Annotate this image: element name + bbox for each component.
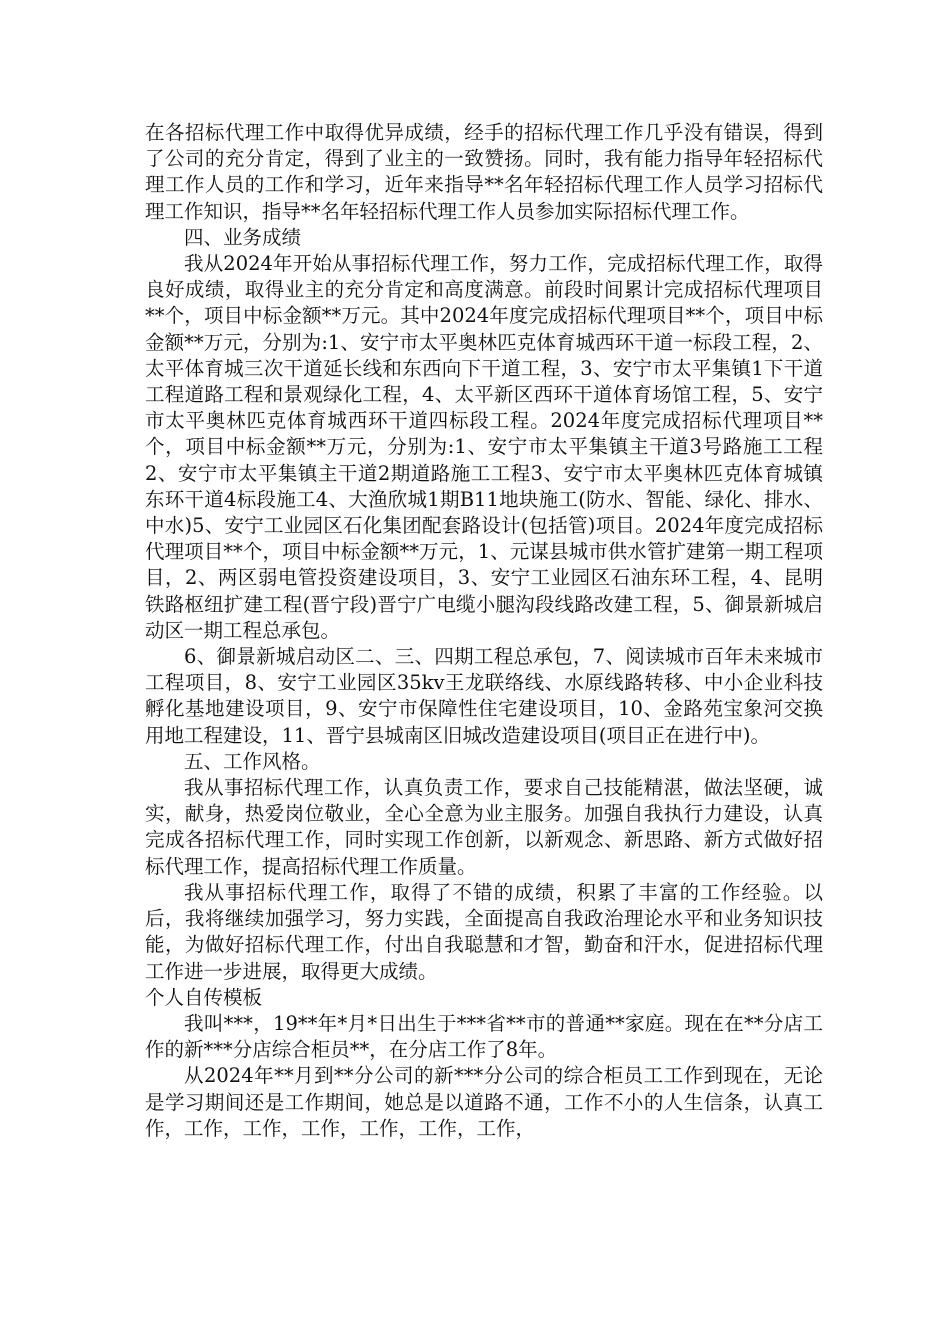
section-heading-work-style: 五、工作风格。 [184,749,321,773]
section-title-autobiography: 个人自传模板 [145,985,263,1009]
paragraph-autobiography-intro: 我叫***，19**年*月*日出生于***省**市的普通**家庭。现在在**分店工作的新***分店综合柜员**，在分店工作了8年。 [145,1011,823,1062]
paragraph-intro: 在各招标代理工作中取得优异成绩，经手的招标代理工作几乎没有错误，得到了公司的充分肯定，得到了业主的一致赞扬。同时，我有能力指导年轻招标代理工作人员的工作和学习，近年来指导**名年轻招标代理工作人员学习招标代理工作知识，指导**名年轻招标代理工作人员参加实际招标代理工作。 [145,121,823,223]
section-heading-business-results: 四、业务成绩 [184,225,302,249]
paragraph-work-style: 我从事招标代理工作，认真负责工作，要求自己技能精湛，做法坚硬，诚实，献身，热爱岗位敬业，全心全意为业主服务。加强自我执行力建设，认真完成各招标代理工作，同时实现工作创新，以新观念、新思路、新方式做好招标代理工作，提高招标代理工作质量。 [145,776,823,878]
paragraph-conclusion: 我从事招标代理工作，取得了不错的成绩，积累了丰富的工作经验。以后，我将继续加强学习，努力实践，全面提高自我政治理论水平和业务知识技能，为做好招标代理工作，付出自我聪慧和才智，勤奋和汗水，促进招标代理工作进一步进展，取得更大成绩。 [145,880,823,983]
paragraph-business-results: 我从2024年开始从事招标代理工作，努力工作，完成招标代理工作，取得良好成绩，取得业主的充分肯定和高度满意。前段时间累计完成招标代理项目**个，项目中标金额**万元。其中2024年度完成招标代理项目**个，项目中标金额**万元，分别为:1、安宁市太平奥林匹克体育城西环干道一标段工程，2、太平体育城三次干道延长线和东西向下干道工程，3、安宁市太平集镇1下干道工程道路工程和景观绿化工程，4、太平新区西环干道体育场馆工程，5、安宁市太平奥林匹克体育城西环干道四标段工程。2024年度完成招标代理项目**个，项目中标金额**万元，分别为:1、安宁市太平集镇主干道3号路施工工程2、安宁市太平集镇主干道2期道路施工工程3、安宁市太平奥林匹克体育城镇东环干道4标段施工4、大渔欣城1期B11地块施工(防水、智能、绿化、排水、中水)5、安宁工业园区石化集团配套路设计(包括管)项目。2024年度完成招标代理项目**个，项目中标金额**万元，1、元谋县城市供水管扩建第一期工程项目，2、两区弱电管投资建设项目，3、安宁工业园区石油东环工程，4、昆明铁路枢纽扩建工程(晋宁段)晋宁广电缆小腿沟段线路改建工程，5、御景新城启动区一期工程总承包。 [145,252,823,642]
paragraph-project-list: 6、御景新城启动区二、三、四期工程总承包，7、阅读城市百年未来城市工程项目，8、安宁工业园区35kv王龙联络线、水原线路转移、中小企业科技孵化基地建设项目，9、安宁市保障性住宅建设项目，10、金路苑宝象河交换用地工程建设，11、晋宁县城南区旧城改造建设项目(项目正在进行中)。 [145,645,823,747]
document-page [145,120,823,1142]
paragraph-autobiography-work: 从2024年**月到**分公司的新***分公司的综合柜员工工作到现在，无论是学习期间还是工作期间，她总是以道路不通，工作不小的人生信条，认真工作，工作，工作，工作，工作，工作，工作， [145,1064,823,1140]
